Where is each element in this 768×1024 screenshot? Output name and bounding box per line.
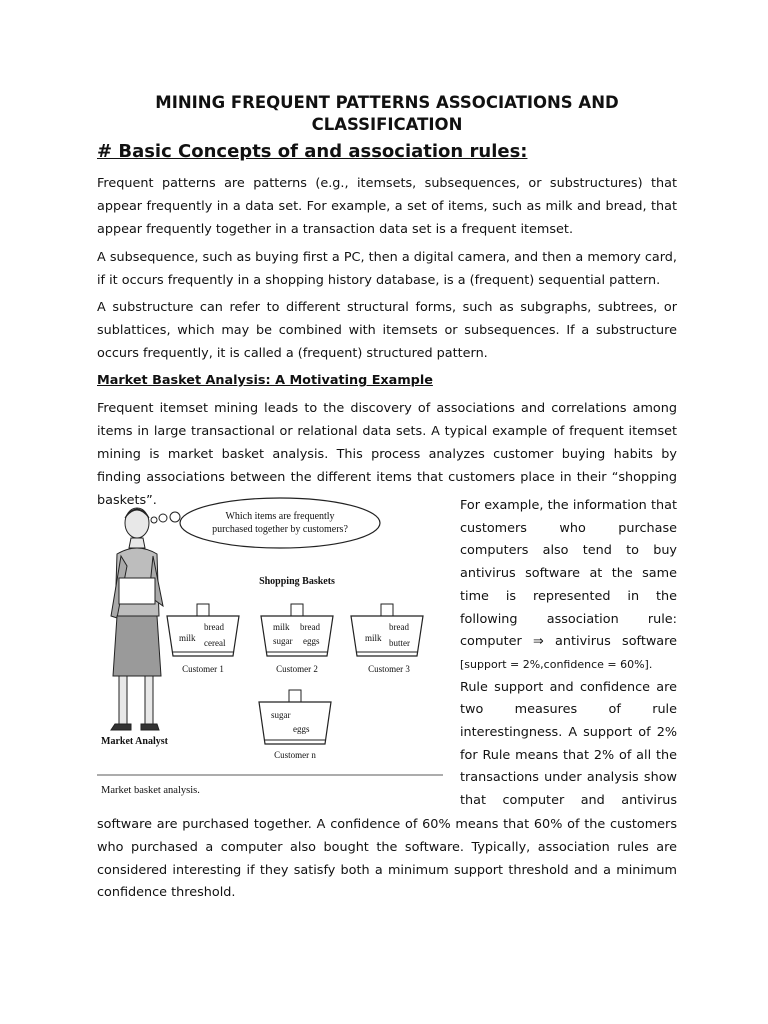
customer-label: Customer n xyxy=(274,750,316,760)
basket-item: butter xyxy=(389,638,410,648)
paragraph-itemset-mining: Frequent itemset mining leads to the discovery of associations and correlations among items in large transactional or relational data sets. A typical example of frequent itemset mining is market basket analysis. This process analyzes customer buying habits by finding associations between the different items that customers place in their “shopping baskets”. xyxy=(97,401,677,508)
side-line: customers who purchase xyxy=(460,520,677,536)
side-line: two measures of rule xyxy=(460,702,677,718)
basket-customer-1 xyxy=(167,604,239,674)
market-basket-figure xyxy=(97,496,443,802)
paragraph-frequent-patterns: Frequent patterns are patterns (e.g., itemsets, subsequences, or substructures) that appear frequently in a data set. For example, a set of items, such as milk and bread, that appear frequently together in a transaction data set is a frequent itemset. xyxy=(97,176,677,237)
basket-item: cereal xyxy=(204,638,226,648)
thought-bubble xyxy=(180,498,380,548)
side-line: interestingness. A support of 2% xyxy=(460,725,677,741)
thought-text-1: Which items are frequently xyxy=(225,511,335,522)
thought-dot xyxy=(159,514,167,522)
side-line: Rule support and confidence are xyxy=(460,679,677,695)
thought-dot xyxy=(151,517,157,523)
basket-item: milk xyxy=(179,633,196,643)
side-line: that computer and antivirus xyxy=(460,793,677,809)
basket-item: sugar xyxy=(271,710,291,720)
basket-customer-3 xyxy=(351,604,423,674)
rule-line: computer ⇒ antivirus software xyxy=(460,634,677,650)
basket-item: eggs xyxy=(293,724,310,734)
side-line: time is represented in the xyxy=(460,588,677,604)
basket-customer-n xyxy=(259,690,331,760)
side-line: transactions under analysis show xyxy=(460,770,677,786)
customer-label: Customer 3 xyxy=(368,664,410,674)
customer-label: Customer 2 xyxy=(276,664,318,674)
customer-label: Customer 1 xyxy=(182,664,224,674)
market-analyst-illustration xyxy=(111,508,163,730)
side-line: for Rule means that 2% of all the xyxy=(460,747,677,763)
side-line: following association rule: xyxy=(460,611,677,627)
side-line: computers also tend to buy xyxy=(460,543,677,559)
thought-dot xyxy=(170,512,180,522)
basket-item: eggs xyxy=(303,636,320,646)
basket-item: bread xyxy=(300,622,320,632)
shopping-baskets-label: Shopping Baskets xyxy=(259,576,335,587)
figure-caption: Market basket analysis. xyxy=(101,785,200,796)
side-text-column xyxy=(460,495,677,813)
market-basket-illustration xyxy=(97,496,443,802)
side-line: For example, the information that xyxy=(460,498,677,513)
rule-measures: [support = 2%,confidence = 60%]. xyxy=(460,657,653,671)
paragraph-substructure: A substructure can refer to different structural forms, such as subgraphs, subtrees, or sublattices, which may be combined with itemsets or subsequences. If a substructure occurs frequently, it is called a (frequent) structured pattern. xyxy=(97,300,677,361)
basket-item: sugar xyxy=(273,636,293,646)
paragraph-subsequence: A subsequence, such as buying first a PC, then a digital camera, and then a memory card, if it occurs frequently in a shopping history database, is a (frequent) sequential pattern. xyxy=(97,250,677,288)
basket-item: milk xyxy=(365,633,382,643)
paragraph-confidence: software are purchased together. A confidence of 60% means that 60% of the customers who purchased a computer also bought the software. Typically, association rules are considered interesting if they satisfy both a minimum support threshold and a minimum confidence threshold. xyxy=(97,817,677,901)
thought-text-2: purchased together by customers? xyxy=(212,524,348,535)
section-heading: # Basic Concepts of and association rules: xyxy=(97,141,528,162)
subheading-market-basket: Market Basket Analysis: A Motivating Example xyxy=(97,373,433,388)
basket-item: milk xyxy=(273,622,290,632)
basket-item: bread xyxy=(204,622,224,632)
document-title xyxy=(97,92,677,136)
market-analyst-label: Market Analyst xyxy=(101,736,168,747)
title-line-2: CLASSIFICATION xyxy=(311,115,463,134)
basket-customer-2 xyxy=(261,604,333,674)
title-line-1: MINING FREQUENT PATTERNS ASSOCIATIONS AND xyxy=(155,93,619,112)
side-line: antivirus software at the same xyxy=(460,566,677,582)
basket-item: bread xyxy=(389,622,409,632)
